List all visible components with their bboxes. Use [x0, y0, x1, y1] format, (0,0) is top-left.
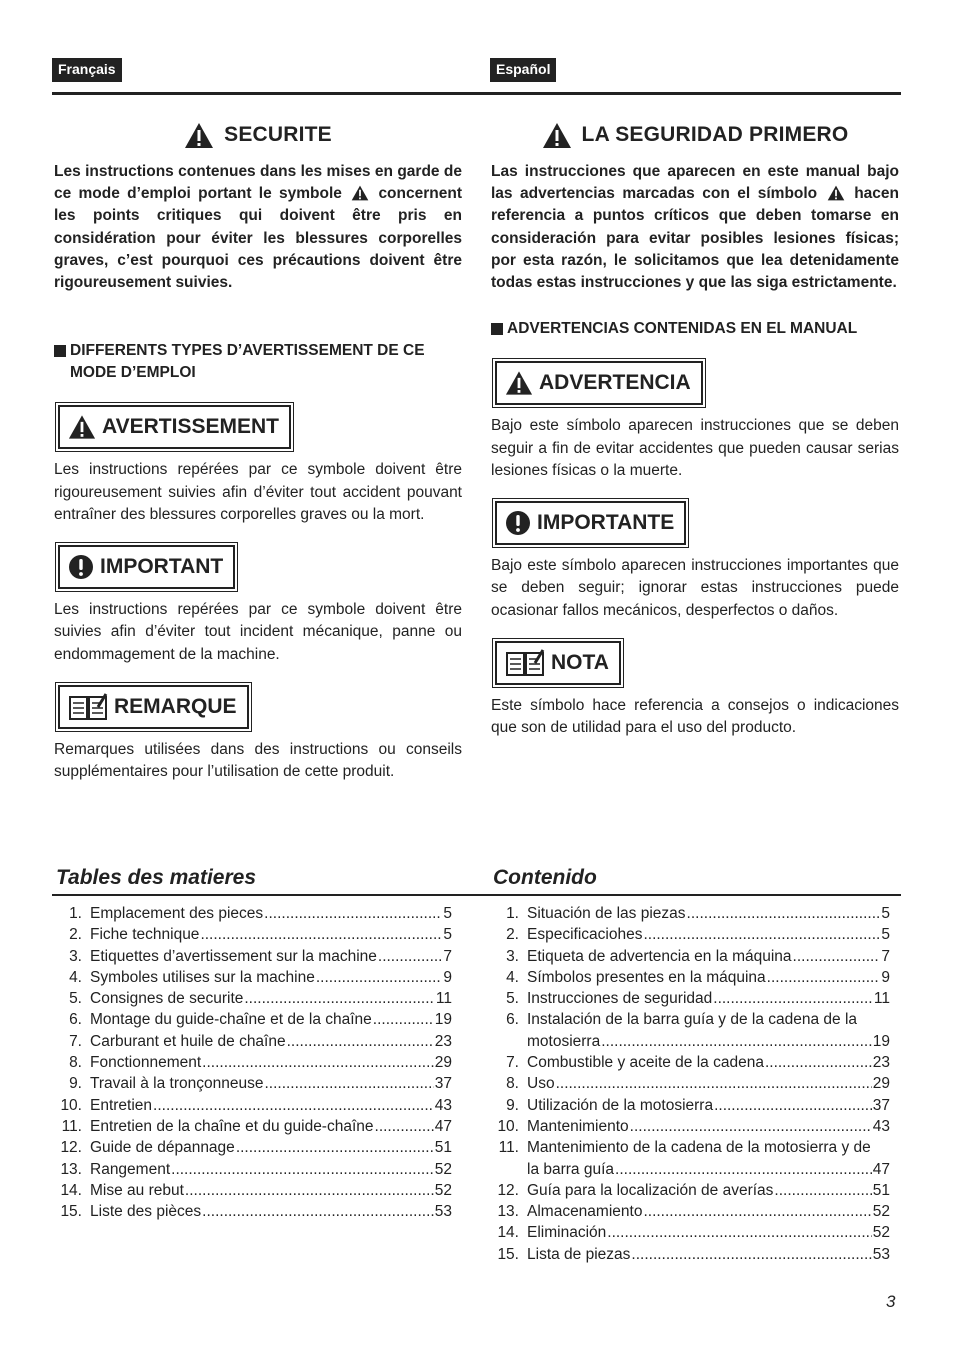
toc-entry	[485, 1180, 890, 1201]
toc-entry-number: 10.	[497, 1117, 519, 1135]
toc-entry	[485, 924, 890, 945]
toc-entry	[485, 1095, 890, 1116]
toc-entry-number: 7.	[69, 1032, 82, 1050]
label-avertissement: AVERTISSEMENT	[58, 405, 291, 449]
toc-entry	[485, 1201, 890, 1222]
dot-leader	[375, 1116, 434, 1137]
label-remarque: REMARQUE	[58, 685, 249, 729]
toc-entry-number: 2.	[506, 926, 519, 944]
toc-entry-title: Especificaciohes	[527, 926, 643, 944]
toc-entry-number: 9.	[506, 1096, 519, 1114]
dot-leader	[202, 1201, 434, 1222]
toc-entry-number: 11.	[61, 1117, 82, 1135]
toc-entry-title: Uso	[527, 1075, 555, 1093]
toc-entry	[485, 946, 890, 967]
toc-entry-page: 43	[872, 1117, 890, 1135]
toc-entry-number: 3.	[506, 947, 519, 965]
toc-entry-number: 15.	[497, 1245, 519, 1263]
warning-triangle-icon	[184, 122, 214, 149]
note-description: Remarques utilisées dans des instructions ou conseils supplémentaires pour l’utilisation de cette produit.	[54, 741, 462, 781]
toc-entry	[48, 1031, 452, 1052]
language-tag-french: Français	[52, 58, 122, 82]
warning-triangle-icon	[68, 414, 96, 440]
toc-entry	[48, 1052, 452, 1073]
dot-leader	[793, 946, 881, 967]
open-book-note-icon	[68, 693, 108, 721]
toc-entry	[48, 903, 452, 924]
toc-entry-page: 47	[872, 1160, 890, 1178]
toc-entry-number: 13.	[60, 1160, 82, 1178]
warning-triangle-icon	[542, 122, 572, 149]
toc-entry-number: 14.	[497, 1224, 519, 1242]
toc-title-spanish: Contenido	[493, 866, 597, 889]
toc-entry-number: 7.	[506, 1054, 519, 1072]
toc-entry-page: 23	[872, 1054, 890, 1072]
dot-leader	[687, 903, 881, 924]
toc-entry-page: 52	[872, 1224, 890, 1242]
exclamation-circle-icon	[505, 510, 531, 536]
subheading-warning-types: ADVERTENCIAS CONTENIDAS EN EL MANUAL	[491, 318, 899, 340]
toc-entry	[485, 1222, 890, 1243]
toc-entry	[485, 1244, 890, 1265]
toc-entry-title: Símbolos presentes en la máquina	[527, 968, 766, 986]
toc-entry	[485, 1052, 890, 1073]
toc-entry-title: Symboles utilises sur la machine	[90, 968, 315, 986]
toc-entry-page: 9	[443, 968, 452, 986]
dot-leader	[767, 967, 881, 988]
toc-title-french: Tables des matieres	[56, 866, 256, 889]
toc-entry-title: Guide de dépannage	[90, 1139, 235, 1157]
toc-list-spanish	[485, 903, 890, 1265]
toc-entry-title: Entretien de la chaîne et du guide-chaîne	[90, 1117, 374, 1135]
toc-entry-page: 37	[872, 1096, 890, 1114]
dot-leader	[202, 1052, 434, 1073]
label-important: IMPORTANT	[58, 545, 235, 589]
toc-entry-number: 12.	[60, 1139, 82, 1157]
toc-entry-title: Mantenimiento	[527, 1117, 629, 1135]
section-title-securite: SECURITE	[54, 121, 462, 149]
toc-entry-page: 5	[881, 926, 890, 944]
toc-entry	[48, 967, 452, 988]
toc-entry	[48, 1073, 452, 1094]
toc-entry-title: Rangement	[90, 1160, 171, 1178]
toc-entry-title: Mantenimiento de la cadena de la motosierra y de	[527, 1139, 871, 1157]
dot-leader	[643, 924, 880, 945]
toc-entry-page: 11	[435, 990, 452, 1008]
subheading-warning-types: DIFFERENTS TYPES D’AVERTISSEMENT DE CE MODE D’EMPLOI	[54, 340, 462, 384]
toc-entry-page: 47	[434, 1117, 452, 1135]
toc-entry-title: Situación de las piezas	[527, 905, 686, 922]
toc-entry	[48, 1201, 452, 1222]
toc-entry-number: 6.	[69, 1011, 82, 1029]
toc-entry-title: Eliminación	[527, 1224, 607, 1242]
toc-entry-page: 19	[434, 1011, 452, 1029]
dot-leader	[153, 1095, 434, 1116]
dot-leader	[171, 1159, 434, 1180]
toc-entry-title: Montage du guide-chaîne et de la chaîne	[90, 1011, 372, 1029]
warning-triangle-icon	[505, 370, 533, 396]
toc-rule	[52, 894, 901, 896]
toc-entry-page: 5	[443, 926, 452, 944]
dot-leader	[556, 1073, 872, 1094]
warning-description: Bajo este símbolo aparecen instrucciones que se deben seguir a fin de evitar accidentes que pueden causar serias lesiones físicas o la muerte.	[491, 417, 899, 479]
section-title-seguridad: LA SEGURIDAD PRIMERO	[491, 121, 899, 149]
label-importante: IMPORTANTE	[495, 501, 686, 545]
toc-entry-title: Mise au rebut	[90, 1181, 184, 1199]
toc-entry	[48, 946, 452, 967]
toc-entry	[485, 967, 890, 988]
toc-entry-number: 5.	[506, 990, 519, 1008]
important-description: Bajo este símbolo aparecen instrucciones importantes que se deben seguir; ignorar estas instrucciones puede ocasionar fallos mecánicos, desperfectos o daños.	[491, 557, 899, 619]
toc-entry-page: 52	[434, 1160, 452, 1178]
spanish-safety-section	[491, 121, 899, 740]
toc-entry-title: Liste des pièces	[90, 1203, 202, 1221]
toc-entry-number: 8.	[69, 1054, 82, 1072]
toc-entry	[485, 1073, 890, 1094]
toc-entry	[48, 1116, 452, 1137]
toc-entry-page: 53	[434, 1203, 452, 1221]
dot-leader	[607, 1222, 871, 1243]
french-safety-section	[54, 121, 462, 784]
note-description: Este símbolo hace referencia a consejos o indicaciones que son de utilidad para el uso del producto.	[491, 697, 899, 737]
toc-entry-title: Etiquettes d’avertissement sur la machine	[90, 947, 377, 965]
toc-entry-page: 37	[434, 1075, 452, 1093]
toc-entry-title: Fiche technique	[90, 926, 200, 944]
page-number: 3	[886, 1292, 896, 1311]
toc-entry	[48, 1095, 452, 1116]
toc-entry	[48, 988, 452, 1009]
toc-entry-number: 9.	[69, 1075, 82, 1093]
toc-entry-page: 7	[443, 947, 452, 965]
dot-leader	[264, 903, 442, 924]
bullet-square-icon	[54, 345, 66, 357]
bullet-square-icon	[491, 323, 503, 335]
dot-leader	[244, 988, 435, 1009]
toc-entry	[485, 1137, 890, 1180]
warning-triangle-icon	[827, 185, 845, 201]
toc-entry-page: 51	[872, 1181, 890, 1199]
dot-leader	[643, 1201, 871, 1222]
toc-entry-page: 23	[434, 1032, 452, 1050]
toc-entry-page: 11	[873, 990, 890, 1008]
dot-leader	[601, 1031, 872, 1052]
toc-entry	[485, 1116, 890, 1137]
toc-entry-title: Instalación de la barra guía y de la cadena de la	[527, 1011, 858, 1029]
dot-leader	[630, 1116, 872, 1137]
toc-entry-title: Almacenamiento	[527, 1203, 643, 1221]
toc-entry-page: 51	[434, 1139, 452, 1157]
toc-entry-title: motosierra	[527, 1032, 601, 1050]
label-advertencia: ADVERTENCIA	[495, 361, 703, 405]
toc-entry-number: 6.	[506, 1011, 519, 1029]
toc-entry-number: 4.	[506, 968, 519, 986]
toc-entry-page: 52	[434, 1181, 452, 1199]
toc-entry-page: 52	[872, 1203, 890, 1221]
dot-leader	[373, 1009, 434, 1030]
toc-entry-number: 12.	[497, 1181, 519, 1199]
dot-leader	[615, 1159, 872, 1180]
toc-entry-title: Emplacement des pieces	[90, 905, 264, 922]
toc-entry-number: 1.	[506, 905, 519, 922]
toc-entry-number: 5.	[69, 990, 82, 1008]
toc-entry	[48, 1180, 452, 1201]
toc-entry-title: Entretien	[90, 1096, 153, 1114]
warning-triangle-icon	[351, 185, 369, 201]
warning-description: Les instructions repérées par ce symbole doivent être rigoureusement suivies afin d’éviter tout accident pouvant entraîner des blessures corporelles graves ou la mort.	[54, 461, 462, 523]
toc-entry-title: Utilización de la motosierra	[527, 1096, 714, 1114]
dot-leader	[714, 1095, 872, 1116]
dot-leader	[287, 1031, 434, 1052]
toc-entry-page: 9	[881, 968, 890, 986]
dot-leader	[774, 1180, 871, 1201]
toc-entry-title: Combustible y aceite de la cadena	[527, 1054, 764, 1072]
header-rule	[52, 92, 901, 95]
toc-entry-number: 13.	[497, 1203, 519, 1221]
intro-paragraph: Las instrucciones que aparecen en este manual bajo las advertencias marcadas con el símbolo hacen referencia a puntos críticos que deben tomarse en consideración para evitar posibles lesiones físicas; por esta razón, le solicitamos que lea detenidamente todas estas instrucciones y que las siga estrictamente.	[491, 163, 899, 292]
dot-leader	[264, 1073, 433, 1094]
dot-leader	[631, 1244, 871, 1265]
toc-entry-number: 10.	[60, 1096, 82, 1114]
toc-entry-title: Consignes de securite	[90, 990, 244, 1008]
toc-entry-number: 11.	[498, 1139, 519, 1157]
toc-entry-number: 14.	[60, 1181, 82, 1199]
intro-paragraph: Les instructions contenues dans les mises en garde de ce mode d’emploi portant le symbole concernent les points critiques qui doivent être pris en considération pour éviter les blessures corporelles graves, c’est pourquoi ces précautions doivent être rigoureusement suivies.	[54, 163, 462, 292]
toc-entry-title: Etiqueta de advertencia en la máquina	[527, 947, 792, 965]
toc-entry-number: 1.	[69, 905, 82, 922]
toc-entry-page: 53	[872, 1245, 890, 1263]
dot-leader	[200, 924, 442, 945]
language-tag-spanish: Español	[490, 58, 556, 82]
toc-entry-page: 29	[872, 1075, 890, 1093]
important-description: Les instructions repérées par ce symbole doivent être suivies afin d’éviter tout incident mécanique, panne ou endommagement de la machine.	[54, 601, 462, 663]
open-book-note-icon	[505, 649, 545, 677]
toc-entry-page: 5	[881, 905, 890, 922]
dot-leader	[378, 946, 442, 967]
label-nota: NOTA	[495, 641, 621, 685]
toc-entry-title: Lista de piezas	[527, 1245, 631, 1263]
toc-entry	[48, 1137, 452, 1158]
toc-entry-number: 3.	[69, 947, 82, 965]
toc-entry-page: 29	[434, 1054, 452, 1072]
toc-entry	[485, 903, 890, 924]
toc-entry-title: Travail à la tronçonneuse	[90, 1075, 264, 1093]
toc-entry-number: 2.	[69, 926, 82, 944]
toc-entry	[48, 924, 452, 945]
toc-entry-title: Guía para la localización de averías	[527, 1181, 774, 1199]
toc-entry-number: 15.	[60, 1203, 82, 1221]
toc-entry-title: Carburant et huile de chaîne	[90, 1032, 286, 1050]
toc-entry-page: 5	[443, 905, 452, 922]
toc-entry-title: Instrucciones de seguridad	[527, 990, 713, 1008]
toc-entry	[48, 1159, 452, 1180]
toc-entry	[485, 988, 890, 1009]
toc-entry-page: 19	[872, 1032, 890, 1050]
toc-entry-title: la barra guía	[527, 1160, 615, 1178]
toc-entry-page: 7	[881, 947, 890, 965]
dot-leader	[713, 988, 873, 1009]
toc-entry	[48, 1009, 452, 1030]
toc-entry-number: 8.	[506, 1075, 519, 1093]
dot-leader	[236, 1137, 434, 1158]
toc-entry	[485, 1009, 890, 1052]
dot-leader	[316, 967, 443, 988]
toc-list-french	[48, 903, 452, 1222]
toc-entry-title: Fonctionnement	[90, 1054, 202, 1072]
exclamation-circle-icon	[68, 554, 94, 580]
toc-entry-number: 4.	[69, 968, 82, 986]
dot-leader	[185, 1180, 434, 1201]
toc-entry-page: 43	[434, 1096, 452, 1114]
dot-leader	[765, 1052, 872, 1073]
